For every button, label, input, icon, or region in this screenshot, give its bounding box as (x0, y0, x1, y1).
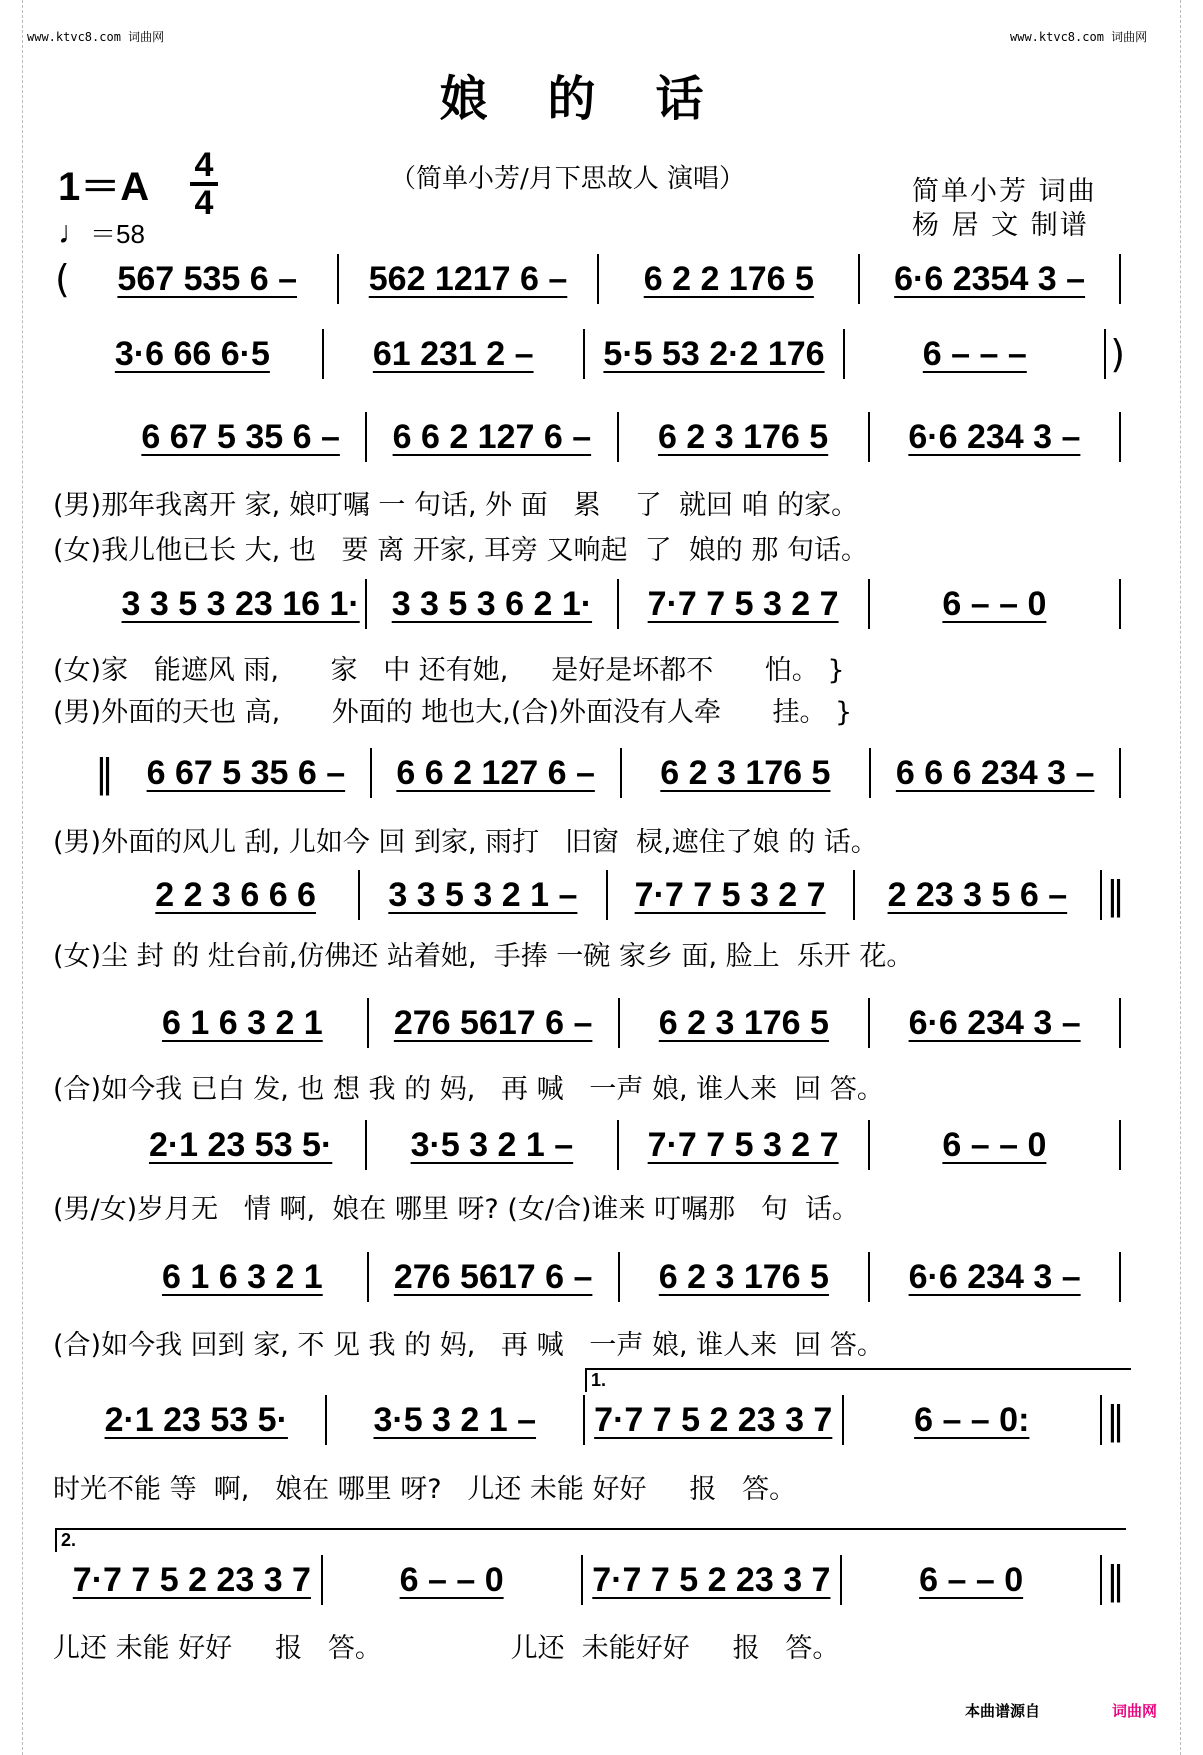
measure: 6 67 5 35 6 – (122, 748, 372, 798)
measure: 6 – – 0: (844, 1395, 1103, 1445)
measure: 2·1 23 53 5· (68, 1395, 327, 1445)
lyric-line: (男/女)岁月无 情 啊, 娘在 哪里 呀? (女/合)谁来 叮嘱那 句 话。 (53, 1194, 859, 1225)
staff-system (60, 1395, 1125, 1445)
measure: 3·5 3 2 1 – (367, 1120, 618, 1170)
measure: 7·7 7 5 3 2 7 (619, 1120, 870, 1170)
measure: 6·6 2354 3 – (860, 254, 1121, 304)
measure: 3 3 5 3 23 16 1· (116, 579, 367, 629)
staff-system (108, 412, 1125, 462)
source-label: 本曲谱源自 (965, 1702, 1041, 1720)
key-signature: 1＝A (58, 165, 150, 209)
song-title: 娘的话 (439, 71, 764, 127)
measure: 567 535 6 – (78, 254, 339, 304)
measure: 6·6 234 3 – (870, 1252, 1121, 1302)
lyric-line: 儿还 未能 好好 报 答。 儿还 未能好好 报 答。 (53, 1633, 840, 1664)
measure: 7·7 7 5 3 2 7 (619, 579, 870, 629)
staff-system (110, 1252, 1125, 1302)
lyric-line: (女)我儿他已长 大, 也 要 离 开家, 耳旁 又响起 了 娘的 那 句话。 (53, 535, 868, 566)
volta-bracket: 1. (585, 1368, 1131, 1392)
measure: 61 231 2 – (324, 329, 585, 379)
measure: 3 3 5 3 2 1 – (360, 870, 607, 920)
measure: 6 2 3 176 5 (620, 1252, 871, 1302)
measure: 3·5 3 2 1 – (327, 1395, 586, 1445)
measure: 7·7 7 5 2 23 3 7 (583, 1555, 843, 1605)
measure: 7·7 7 5 2 23 3 7 (585, 1395, 844, 1445)
lyric-line: (女)尘 封 的 灶台前,仿佛还 站着她, 手捧 一碗 家乡 面, 脸上 乐开 花。 (53, 941, 914, 972)
measure: 276 5617 6 – (369, 998, 620, 1048)
staff-system (55, 1555, 1125, 1605)
tempo-value: ＝58 (90, 219, 145, 249)
left-dashed-border (22, 0, 23, 1755)
staff-system (108, 579, 1125, 629)
time-sig-bottom: 4 (194, 184, 214, 222)
measure: 6 1 6 3 2 1 (118, 998, 369, 1048)
measure: 2 2 3 6 6 6 (113, 870, 360, 920)
system-suffix: ) (1110, 332, 1126, 376)
lyric-line: 时光不能 等 啊, 娘在 哪里 呀? 儿还 未能 好好 报 答。 (53, 1474, 797, 1505)
measure: 6 2 3 176 5 (619, 412, 870, 462)
measure: 6 67 5 35 6 – (116, 412, 367, 462)
measure: 6 – – 0 (842, 1555, 1102, 1605)
lyric-line: (男)外面的风儿 刮, 儿如今 回 到家, 雨打 旧窗 棂,遮住了娘 的 话。 (53, 827, 878, 858)
lyric-line: (合)如今我 已白 发, 也 想 我 的 妈, 再 喊 一声 娘, 谁人来 回 答。 (53, 1074, 884, 1105)
time-signature (190, 148, 218, 220)
source-site: 词曲网 (1112, 1702, 1158, 1720)
transcriber-credit: 杨 居 文 制谱 (912, 210, 1089, 241)
measure: 3·6 66 6·5 (63, 329, 324, 379)
measure: 6 – – 0 (870, 1120, 1121, 1170)
measure: 6 2 3 176 5 (622, 748, 872, 798)
lyric-line: (合)如今我 回到 家, 不 见 我 的 妈, 再 喊 一声 娘, 谁人来 回 答。 (53, 1330, 884, 1361)
quarter-note-icon: ♩ (58, 214, 90, 250)
right-dashed-border (1180, 0, 1181, 1755)
watermark-left: www.ktvc8.com 词曲网 (27, 30, 165, 44)
system-suffix: ‖ (1106, 1398, 1125, 1442)
watermark-right: www.ktvc8.com 词曲网 (1010, 30, 1148, 44)
measure: 6·6 234 3 – (870, 412, 1121, 462)
measure: 6·6 234 3 – (870, 998, 1121, 1048)
staff-system (105, 870, 1125, 920)
lyrics-music-credit: 简单小芳 词曲 (912, 176, 1097, 207)
measure: 6 2 2 176 5 (599, 254, 860, 304)
measure: 6 – – 0 (870, 579, 1121, 629)
measure: 6 6 2 127 6 – (367, 412, 618, 462)
measure: 3 3 5 3 6 2 1· (367, 579, 618, 629)
measure: 562 1217 6 – (339, 254, 600, 304)
staff-system (55, 254, 1125, 304)
system-prefix: ‖ (95, 751, 114, 795)
measure: 6 6 2 127 6 – (372, 748, 622, 798)
measure: 7·7 7 5 3 2 7 (608, 870, 855, 920)
staff-system (95, 748, 1125, 798)
measure: 2 23 3 5 6 – (855, 870, 1102, 920)
measure: 5·5 53 2·2 176 (585, 329, 846, 379)
system-suffix: ‖ (1106, 873, 1125, 917)
system-suffix: ‖ (1106, 1558, 1125, 1602)
measure: 7·7 7 5 2 23 3 7 (63, 1555, 323, 1605)
staff-system (110, 998, 1125, 1048)
tempo-marking (58, 214, 145, 251)
measure: 6 1 6 3 2 1 (118, 1252, 369, 1302)
staff-system (55, 329, 1125, 379)
measure: 6 – – 0 (323, 1555, 583, 1605)
lyric-line: (男)那年我离开 家, 娘叮嘱 一 句话, 外 面 累 了 就回 咱 的家。 (53, 490, 859, 521)
measure: 6 – – – (845, 329, 1106, 379)
staff-system (108, 1120, 1125, 1170)
time-sig-top: 4 (194, 146, 214, 184)
volta-bracket: 2. (55, 1528, 1126, 1552)
measure: 276 5617 6 – (369, 1252, 620, 1302)
measure: 2·1 23 53 5· (116, 1120, 367, 1170)
lyric-line: (男)外面的天也 高, 外面的 地也大,(合)外面没有人牵 挂。 } (53, 697, 853, 728)
performers: （简单小芳/月下思故人 演唱） (390, 164, 746, 194)
credits (912, 175, 1097, 243)
lyric-line: (女)家 能遮风 雨, 家 中 还有她, 是好是坏都不 怕。 } (53, 655, 845, 686)
system-prefix: ( (55, 257, 70, 301)
measure: 6 6 6 234 3 – (871, 748, 1121, 798)
measure: 6 2 3 176 5 (620, 998, 871, 1048)
